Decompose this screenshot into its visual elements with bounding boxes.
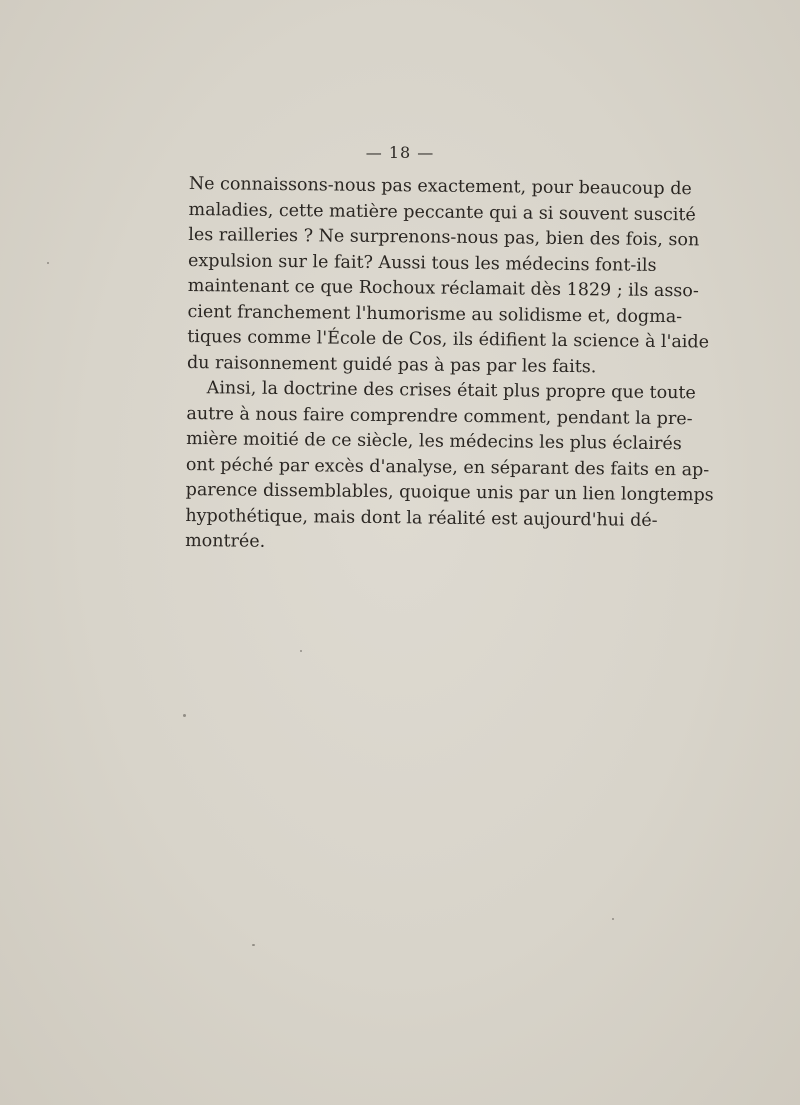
page-number: — 18 — bbox=[365, 143, 435, 162]
paper-speck bbox=[183, 714, 186, 717]
paper-speck bbox=[47, 262, 49, 264]
paper-speck bbox=[252, 944, 255, 946]
text-line: du raisonnement guidé pas à pas par les faits. bbox=[186, 352, 597, 377]
text-line: montrée. bbox=[185, 530, 266, 552]
text-line: hypothétique, mais dont la réalité est aujourd'hui dé- bbox=[185, 505, 658, 531]
text-line: expulsion sur le fait? Aussi tous les médecins font-ils bbox=[187, 250, 657, 276]
paper-speck bbox=[300, 650, 302, 652]
text-line: ont péché par excès d'analyse, en séparant des faits en ap- bbox=[185, 454, 710, 480]
text-line: tiques comme l'École de Cos, ils édifient la science à l'aide bbox=[187, 326, 710, 353]
text-line: maladies, cette matière peccante qui a si souvent suscité bbox=[188, 199, 696, 225]
paragraph-1 bbox=[186, 172, 710, 381]
text-line: autre à nous faire comprendre comment, pendant la pre- bbox=[186, 403, 693, 429]
text-line: Ainsi, la doctrine des crises était plus propre que toute bbox=[206, 378, 696, 404]
paper-speck bbox=[612, 918, 614, 920]
text-line: Ne connaissons-nous pas exactement, pour beaucoup de bbox=[188, 173, 692, 200]
body-text bbox=[185, 172, 714, 559]
text-line: parence dissemblables, quoique unis par un lien longtemps bbox=[185, 479, 714, 506]
text-line: les railleries ? Ne surprenons-nous pas, bien des fois, son bbox=[188, 224, 700, 251]
text-line: cient franchement l'humorisme au solidisme et, dogma- bbox=[187, 301, 683, 327]
paragraph-2 bbox=[185, 376, 714, 559]
text-line: mière moitié de ce siècle, les médecins les plus éclairés bbox=[186, 428, 682, 455]
text-line: maintenant ce que Rochoux réclamait dès 1829 ; ils asso- bbox=[187, 275, 699, 302]
